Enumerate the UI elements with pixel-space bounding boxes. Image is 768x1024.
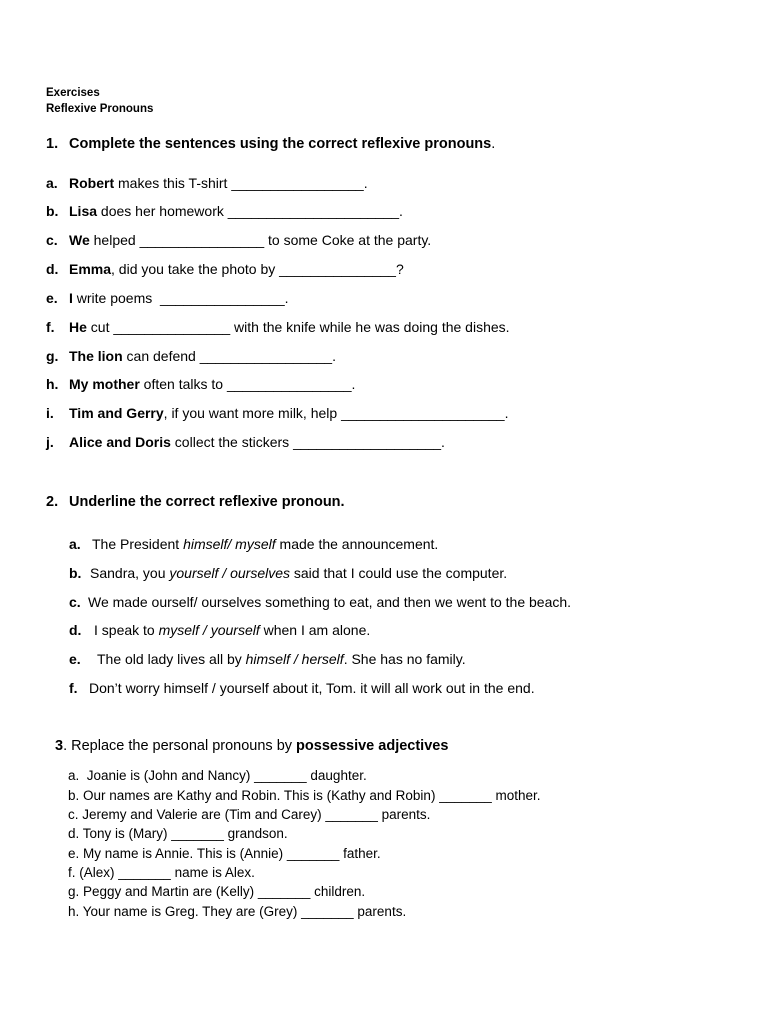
section2-number: 2. xyxy=(46,494,59,510)
list-item: a. Joanie is (John and Nancy) _______ daughter. xyxy=(68,768,367,783)
section2-title: Underline the correct reflexive pronoun. xyxy=(69,494,345,510)
list-item: g. Peggy and Martin are (Kelly) _______ children. xyxy=(68,884,366,899)
section3-heading: 3. Replace the personal pronouns by possessive adjectives xyxy=(55,738,449,754)
list-item: f. (Alex) _______ name is Alex. xyxy=(68,865,255,880)
section1-number: 1. xyxy=(46,136,59,152)
list-item: h. Your name is Greg. They are (Grey) _______ parents. xyxy=(68,904,407,919)
section1-title: Complete the sentences using the correct reflexive pronouns. xyxy=(69,136,496,152)
section3-number: 3 xyxy=(55,738,64,754)
list-item: e. My name is Annie. This is (Annie) _______ father. xyxy=(68,846,381,861)
list-item: d. Tony is (Mary) _______ grandson. xyxy=(68,826,288,841)
list-item: b. Our names are Kathy and Robin. This is (Kathy and Robin) _______ mother. xyxy=(68,788,541,803)
list-item: c. Jeremy and Valerie are (Tim and Carey) _______ parents. xyxy=(68,807,431,822)
header-exercises: Exercises xyxy=(46,87,100,99)
header-topic: Reflexive Pronouns xyxy=(46,103,154,115)
worksheet-page: Exercises Reflexive Pronouns 1. Complete the sentences using the correct reflexive pronouns. a. Robert makes this T-shirt _________________. b. Lisa does her homework ______________________. c. We helped ________________ to some Coke at the party. d. Emma, did you take the photo by _______________? e. I write poems ________________. f. He cut _______________ with the knife while he was doing the dishes. g. The lion can defend _________________. h. My mother often talks to ________________. i. Tim and Gerry, if you want more milk, help _____________________. j. Alice and Doris collect the stickers ___________________. 2. Underline the correct reflexive pronoun. a. The President himself/ myself made the announcement. b. Sandra, you yourself / ourselves said that I could use the computer. c. We made ourself/ ourselves something to eat, and then we went to the beach. d. I speak to myself / yourself when I am alone. e. The old lady lives all by himself / herself. She has no family. f. Don’t worry himself / yourself about it, Tom. it will all work out in the end. 3. Replace the personal pronouns by possessive adjectives a. Joanie is (John and Nancy) _______ daughter. b. Our names are Kathy and Robin. This is (Kathy and Robin) _______ mother. c. Jeremy and Valerie are (Tim and Carey) _______ parents. d. Tony is (Mary) _______ grandson. e. My name is Annie. This is (Annie) _______ father. f. (Alex) _______ name is Alex. g. Peggy and Martin are (Kelly) _______ children. h. Your name is Greg. They are (Grey) _______ parents. xyxy=(46,87,572,919)
